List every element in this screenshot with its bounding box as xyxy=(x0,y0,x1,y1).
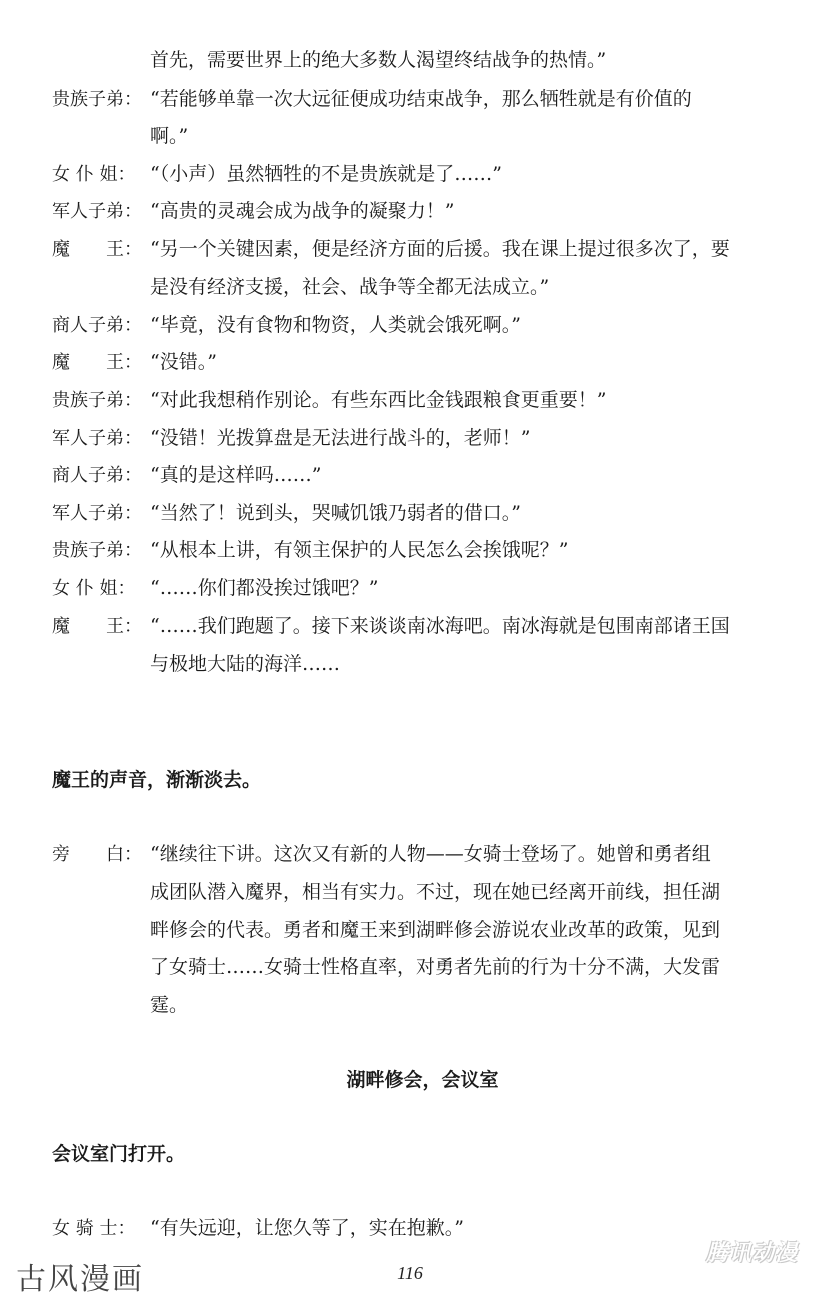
narration-line: 了女骑士……女骑士性格直率，对勇者先前的行为十分不满，大发雷 xyxy=(150,956,721,978)
dialogue-line: 女 骑 士： “有失远迎，让您久等了，实在抱歉。” xyxy=(52,1217,464,1239)
dialogue-line: 是没有经济支援，社会、战争等全都无法成立。” xyxy=(150,276,550,298)
dialogue-line: 商人子弟： “真的是这样吗……” xyxy=(52,464,322,486)
speaker-label: 商人子弟： xyxy=(52,315,142,336)
narration-line: 旁 白： “继续往下讲。这次又有新的人物——女骑士登场了。她曾和勇者组 xyxy=(52,843,711,865)
speaker-label: 旁 白： xyxy=(52,844,142,865)
dialogue-line: 商人子弟： “毕竟，没有食物和物资，人类就会饿死啊。” xyxy=(52,314,521,336)
speaker-label: 商人子弟： xyxy=(52,465,142,486)
speaker-label: 魔 王： xyxy=(52,239,142,260)
narration-line: 霆。 xyxy=(150,994,189,1016)
narration-line: 畔修会的代表。勇者和魔王来到湖畔修会游说农业改革的政策，见到 xyxy=(150,919,721,941)
dialogue-line: 魔 王： “没错。” xyxy=(52,351,217,373)
page-number: 116 xyxy=(397,1263,423,1283)
speaker-label: 贵族子弟： xyxy=(52,540,142,561)
dialogue-line: 贵族子弟： “对此我想稍作别论。有些东西比金钱跟粮食更重要！” xyxy=(52,389,607,411)
dialogue-line: 军人子弟： “当然了！说到头，哭喊饥饿乃弱者的借口。” xyxy=(52,502,521,524)
speaker-label: 魔 王： xyxy=(52,352,142,373)
dialogue-line: 女 仆 姐： “……你们都没挨过饿吧？” xyxy=(52,577,379,599)
speaker-label: 军人子弟： xyxy=(52,503,142,524)
watermark-left: 古风漫画 xyxy=(16,1262,144,1297)
dialogue-line: 军人子弟： “没错！光拨算盘是无法进行战斗的，老师！” xyxy=(52,427,531,449)
watermark-right: 腾讯动漫 xyxy=(705,1241,798,1266)
speaker-label: 魔 王： xyxy=(52,616,142,637)
dialogue-line: 军人子弟： “高贵的灵魂会成为战争的凝聚力！” xyxy=(52,200,455,222)
dialogue-line: 啊。” xyxy=(150,125,189,147)
speaker-label: 军人子弟： xyxy=(52,428,142,449)
dialogue-line: 首先，需要世界上的绝大多数人渴望终结战争的热情。” xyxy=(150,49,607,71)
dialogue-line: 贵族子弟： “从根本上讲，有领主保护的人民怎么会挨饿呢？” xyxy=(52,539,569,561)
speaker-label: 军人子弟： xyxy=(52,201,142,222)
scene-heading: 湖畔修会，会议室 xyxy=(346,1069,499,1091)
speaker-label: 贵族子弟： xyxy=(52,89,142,110)
speaker-label: 贵族子弟： xyxy=(52,390,142,411)
dialogue-line: 贵族子弟： “若能够单靠一次大远征便成功结束战争，那么牺牲就是有价值的 xyxy=(52,88,692,110)
dialogue-line: 女 仆 姐： “（小声）虽然牺牲的不是贵族就是了……” xyxy=(52,163,502,185)
speaker-label: 女 仆 姐： xyxy=(52,578,136,599)
dialogue-line: 魔 王： “另一个关键因素，便是经济方面的后援。我在课上提过很多次了，要 xyxy=(52,238,730,260)
speaker-label: 女 仆 姐： xyxy=(52,164,136,185)
stage-direction: 魔王的声音，渐渐淡去。 xyxy=(52,769,262,791)
narration-line: 成团队潜入魔界，相当有实力。不过，现在她已经离开前线，担任湖 xyxy=(150,881,721,903)
stage-direction: 会议室门打开。 xyxy=(52,1143,186,1165)
speaker-label: 女 骑 士： xyxy=(52,1218,136,1239)
dialogue-line: 魔 王： “……我们跑题了。接下来谈谈南冰海吧。南冰海就是包围南部诸王国 xyxy=(52,615,730,637)
dialogue-line: 与极地大陆的海洋…… xyxy=(150,653,341,675)
